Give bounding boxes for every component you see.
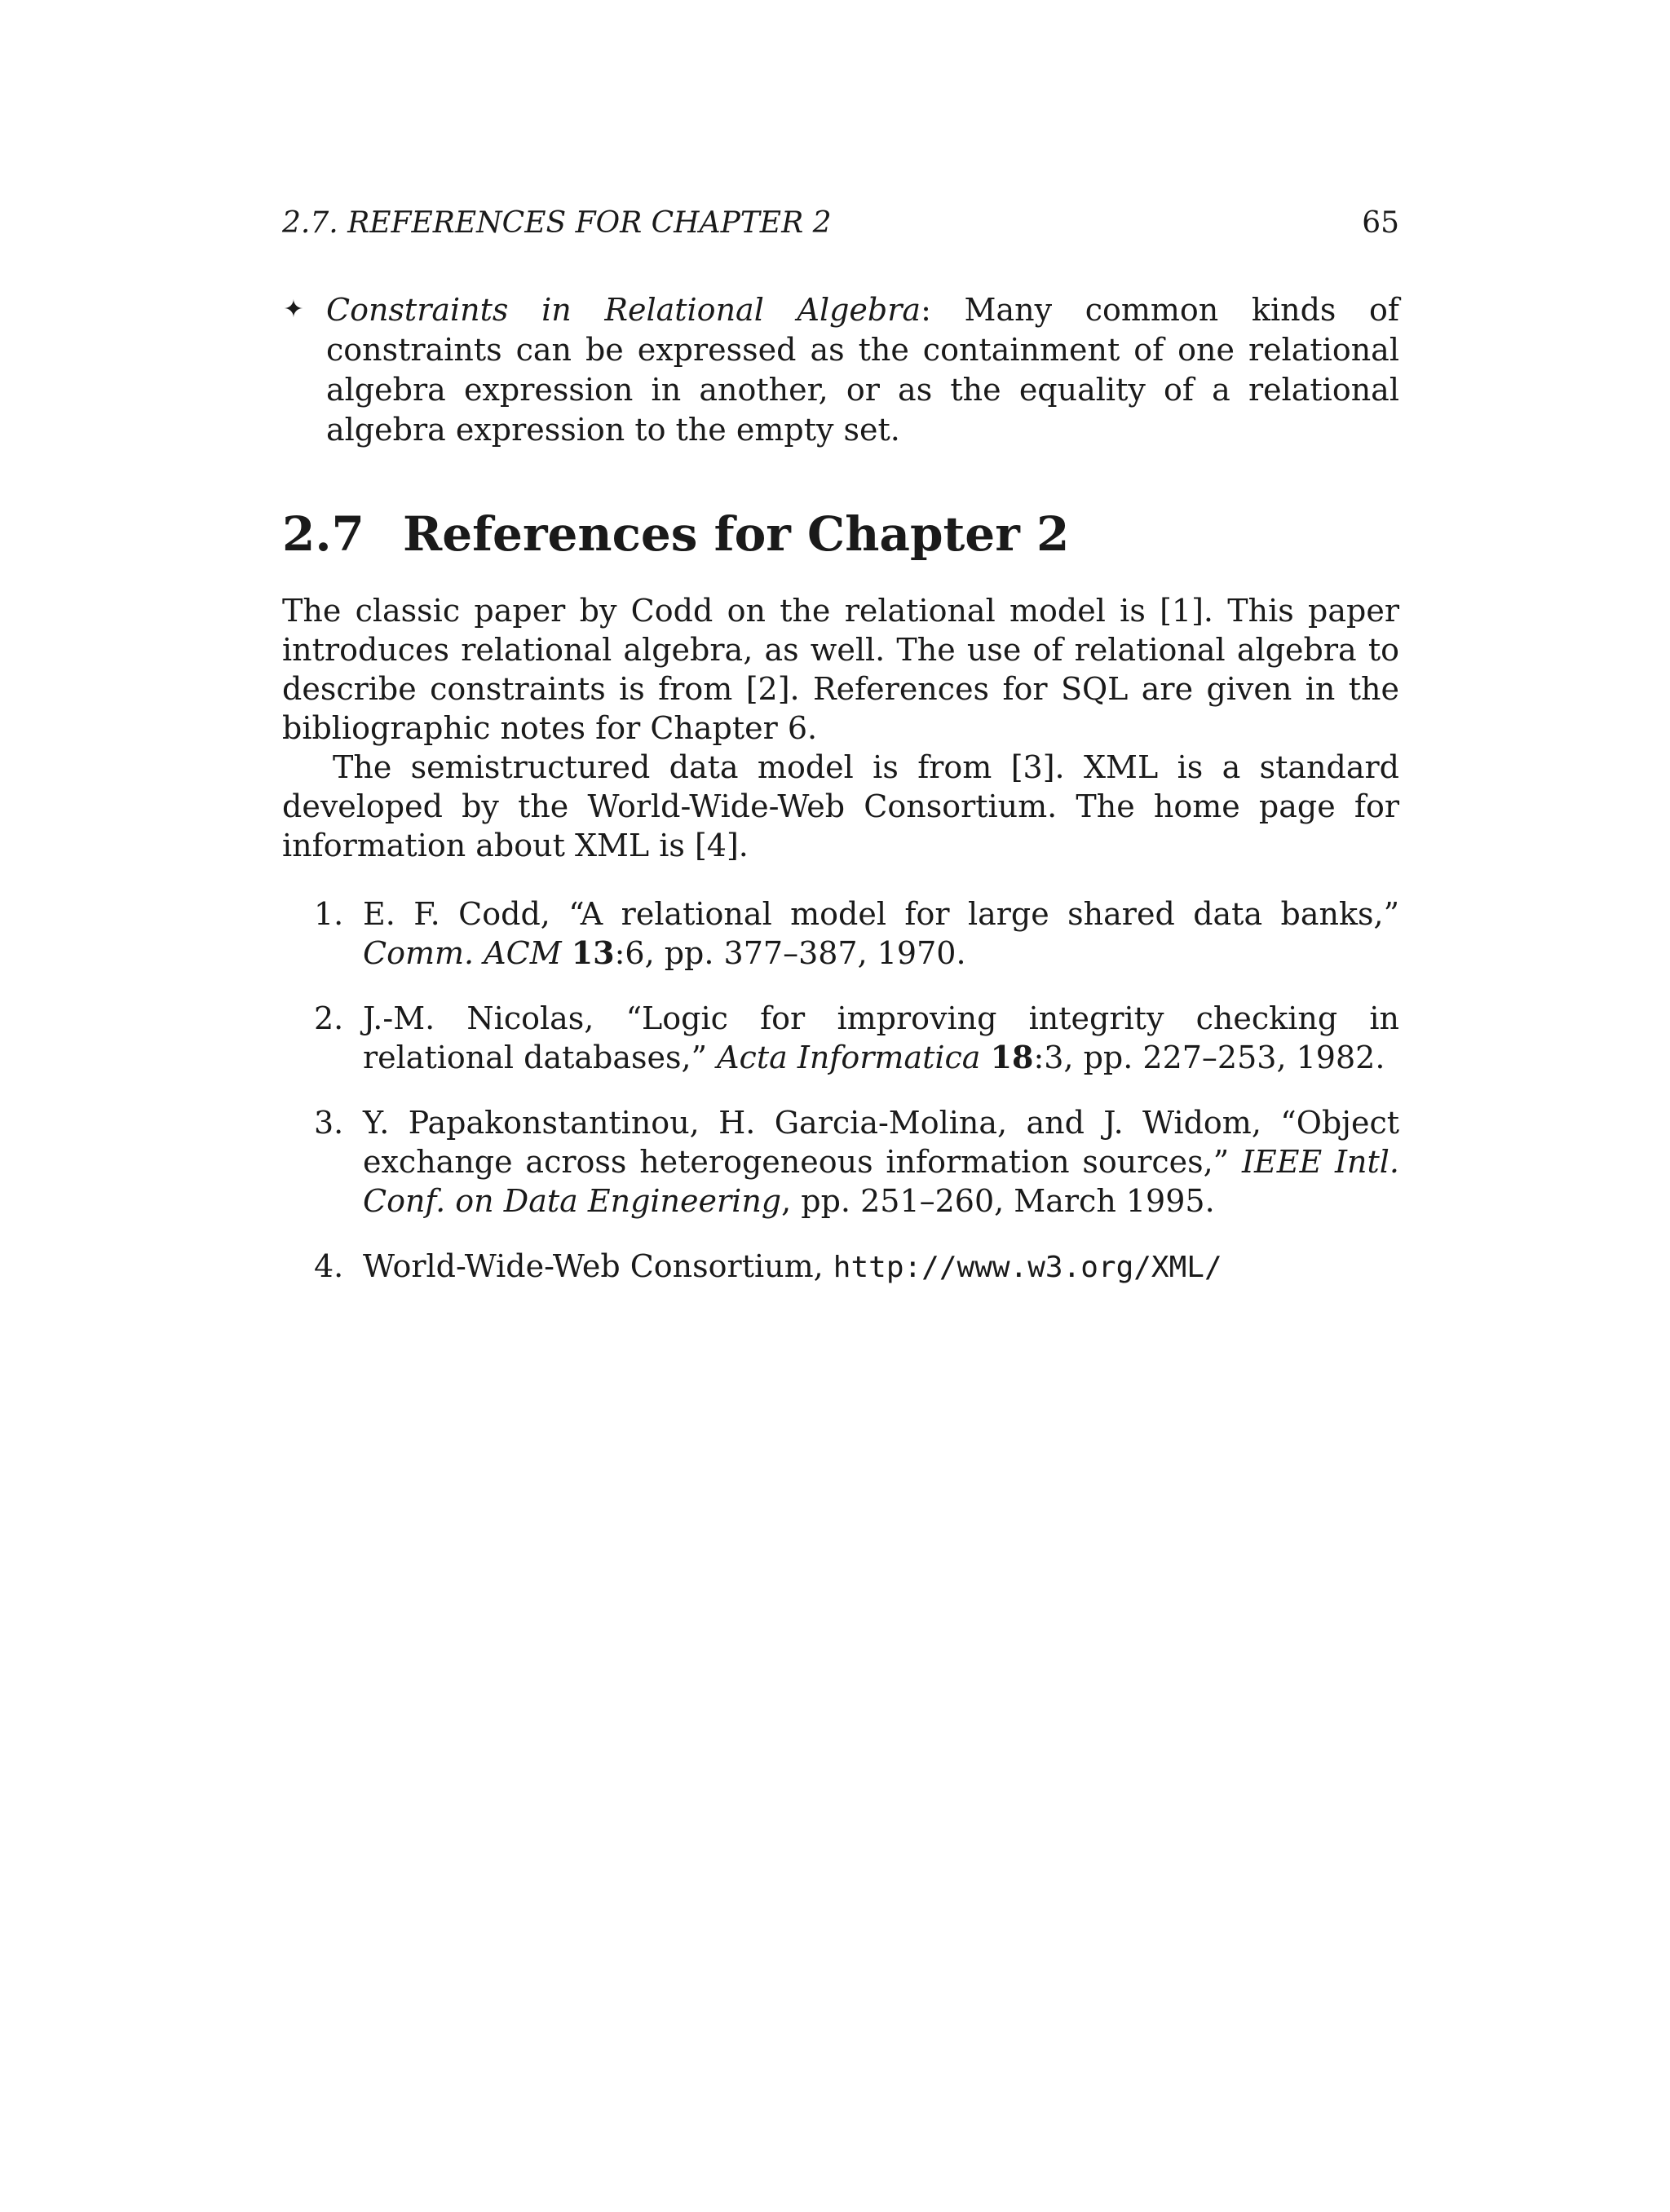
reference-item	[314, 999, 1399, 1077]
paragraph-codd	[282, 591, 1399, 748]
reference-number: 2.	[314, 1000, 344, 1036]
page-number: 65	[1362, 206, 1399, 240]
reference-volume: 18	[990, 1039, 1034, 1075]
reference-volume: 13	[571, 934, 615, 971]
bullet-term: Constraints in Relational Algebra	[326, 292, 921, 328]
diamond-bullet-icon: ✦	[283, 295, 304, 324]
reference-venue: Acta Informatica	[717, 1040, 981, 1075]
reference-number: 4.	[314, 1248, 344, 1284]
reference-list	[314, 894, 1399, 1314]
reference-authors-title: Y. Papakonstantinou, H. Garcia-Molina, and J. Widom, “Object exchange across heterogeneous information sources,”	[363, 1105, 1399, 1180]
reference-venue: Comm. ACM	[363, 935, 562, 971]
section-heading	[282, 501, 1399, 567]
running-head-title: 2.7. REFERENCES FOR CHAPTER 2	[282, 206, 832, 240]
section-title: References for Chapter 2	[403, 506, 1070, 562]
reference-authors-title: J.-M. Nicolas, “Logic for improving integrity checking in relational databases,”	[363, 1000, 1399, 1075]
summary-bullet	[283, 290, 1400, 450]
reference-url[interactable]: http://www.w3.org/XML/	[833, 1251, 1222, 1284]
reference-item	[314, 1103, 1399, 1221]
reference-pages: , pp. 251–260, March 1995.	[781, 1183, 1215, 1219]
paragraph-text: The classic paper by Codd on the relational model is [1]. This paper introduces relational algebra, as well. The use of relational algebra to describe constraints is from [2]. References for SQL are given in the bibliographic notes for Chapter 6.	[282, 593, 1399, 746]
reference-pages: :3, pp. 227–253, 1982.	[1033, 1040, 1385, 1075]
reference-authors-title: E. F. Codd, “A relational model for large shared data banks,”	[363, 896, 1399, 932]
reference-number: 1.	[314, 896, 344, 932]
paragraph-semistructured	[282, 748, 1399, 865]
reference-venue: IEEE Intl. Conf. on Data Engineering	[363, 1144, 1399, 1219]
reference-pages: :6, pp. 377–387, 1970.	[614, 935, 966, 971]
reference-item	[314, 1247, 1399, 1287]
reference-number: 3.	[314, 1105, 344, 1141]
bullet-text: Many common kinds of constraints can be expressed as the containment of one relational algebra expression in another, or as the equality of a relational algebra expression to the empty set.	[326, 292, 1400, 448]
bullet-colon: :	[921, 292, 931, 328]
reference-item	[314, 894, 1399, 973]
paragraph-text: The semistructured data model is from [3]. XML is a standard developed by the World-Wide-Web Consortium. The home page for information about XML is [4].	[282, 749, 1399, 863]
reference-authors-title: World-Wide-Web Consortium,	[363, 1248, 833, 1284]
running-head	[282, 204, 1399, 243]
section-number: 2.7	[282, 506, 364, 562]
